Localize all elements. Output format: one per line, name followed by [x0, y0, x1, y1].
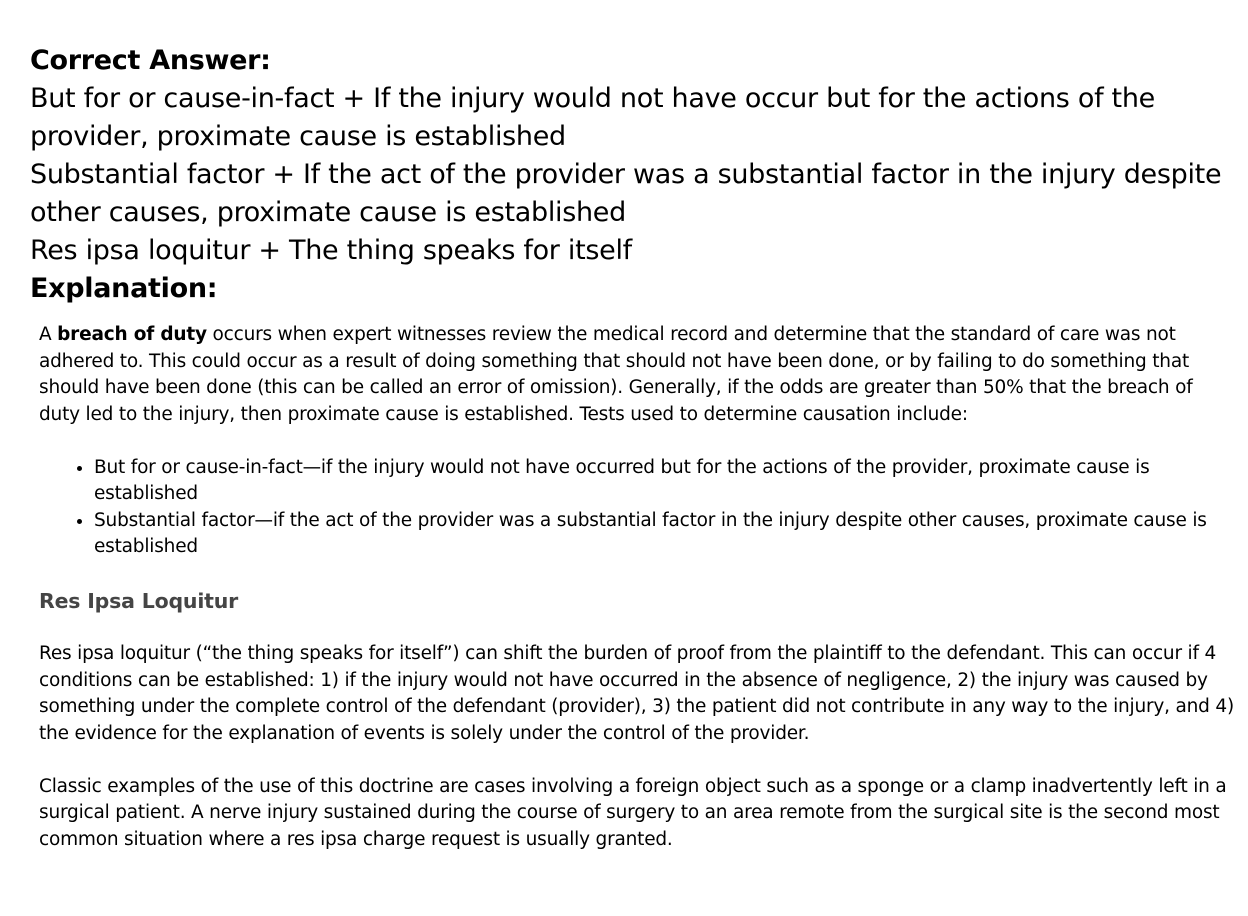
res-ipsa-heading: Res Ipsa Loquitur: [39, 588, 239, 613]
explanation-heading: Explanation:: [30, 273, 218, 304]
breach-of-duty-term: breach of duty: [57, 324, 207, 345]
res-ipsa-paragraph: Res ipsa loquitur (“the thing speaks for itself”) can shift the burden of proof from the plaintiff to the defendant. This can occur if 4 conditions can be established: 1) if the injury would not have occurred in the absence of negligence, 2) the injury was caused by something under the complete control of the defendant (provider), 3) the patient did not contribute in any way to the injury, and 4) the evidence for the explanation of events is solely under the control of the provider.: [39, 643, 1234, 744]
list-item: • Substantial factor—if the act of the provider was a substantial factor in the injury despite other causes, proximate cause is established: [94, 508, 1239, 561]
intro-text: occurs when expert witnesses review the medical record and determine that the standard of care was not adhered to. This could occur as a result of doing something that should not have been done, or by failing to do something that should have been done (this can be called an error of omission). Generally, if the odds are greater than 50% that the breach of duty led to the injury, then proximate cause is established. Tests used to determine causation include:: [39, 324, 1193, 425]
explanation-body: [39, 322, 1239, 853]
examples-paragraph: Classic examples of the use of this doctrine are cases involving a foreign object such as a sponge or a clamp inadvertently left in a surgical patient. A nerve injury sustained during the course of surgery to an area remote from the surgical site is the second most common situation where a res ipsa charge request is usually granted.: [39, 775, 1227, 850]
causation-tests-list: [39, 455, 1239, 561]
intro-prefix: A: [39, 324, 58, 345]
answer-block: [30, 42, 1230, 308]
answer-line: But for or cause-in-fact + If the injury would not have occur but for the actions of the provider, proximate cause is established: [30, 83, 1155, 152]
answer-line: Res ipsa loquitur + The thing speaks for itself: [30, 235, 632, 266]
list-item: • But for or cause-in-fact—if the injury would not have occurred but for the actions of the provider, proximate cause is established: [94, 455, 1239, 508]
answer-line: Substantial factor + If the act of the provider was a substantial factor in the injury despite other causes, proximate cause is established: [30, 159, 1222, 228]
intro-paragraph: [39, 322, 1239, 428]
correct-answer-heading: Correct Answer:: [30, 45, 271, 76]
